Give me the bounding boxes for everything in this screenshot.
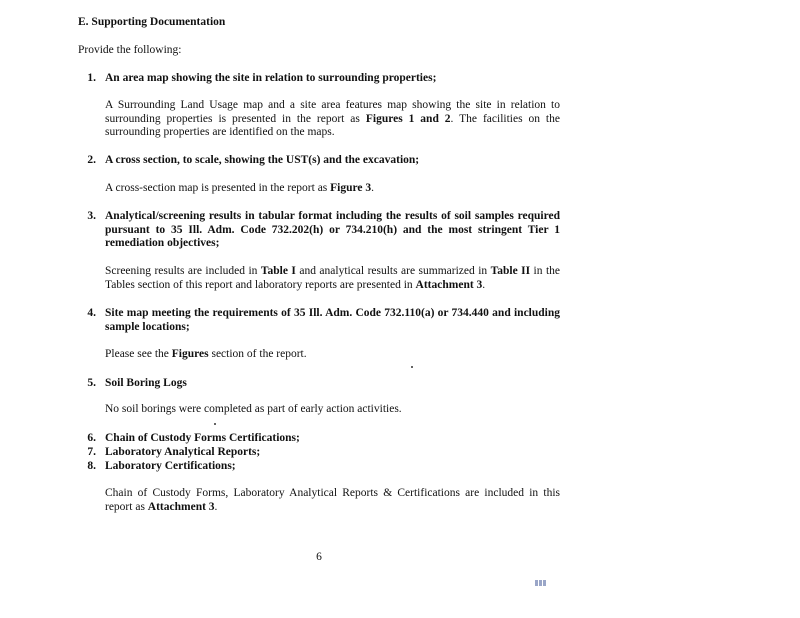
item-3-body-text: Screening results are included in	[105, 265, 261, 277]
page-number: 6	[316, 551, 322, 563]
scan-speck	[411, 366, 413, 368]
item-4-title: Site map meeting the requirements of 35 Ill. Adm. Code 732.110(a) or 734.440 and including sample locations;	[105, 307, 560, 333]
item-3-number: 3.	[87, 210, 96, 222]
item-8-title: Laboratory Certifications;	[105, 460, 236, 472]
item-1-body	[105, 99, 560, 140]
item-2-title: A cross section, to scale, showing the UST(s) and the excavation;	[105, 154, 420, 166]
item-3-table-ii-ref: Table II	[490, 265, 531, 277]
item-8-number: 8.	[87, 460, 96, 472]
intro-text: Provide the following:	[78, 44, 182, 56]
scan-speck	[214, 423, 216, 425]
item-6-number: 6.	[87, 432, 96, 444]
item-1-body-text: A Surrounding Land Usage map and a site area features map showing the site in relation to surrounding properties is presented in the report as	[105, 99, 560, 125]
item-3-attachment-ref: Attachment 3	[415, 278, 483, 291]
item-5-title: Soil Boring Logs	[105, 377, 187, 389]
item-8-body-text: Chain of Custody Forms, Laboratory Analytical Reports & Certifications are included in this report as	[105, 487, 560, 513]
item-1-body-text-end: . The facilities on the surrounding properties are identified on the maps.	[105, 112, 560, 138]
item-4-figures-ref: Figures	[171, 348, 209, 360]
item-4-number: 4.	[87, 307, 96, 319]
item-2-number: 2.	[87, 154, 96, 166]
item-5-number: 5.	[87, 377, 96, 389]
item-1-figures-ref: Figures 1 and 2	[365, 112, 451, 125]
item-5-body: No soil borings were completed as part of early action activities.	[105, 403, 402, 415]
item-4-body-text: Please see the	[105, 348, 172, 360]
item-2-body-text: A cross-section map is presented in the report as	[105, 182, 331, 194]
item-3-body-text-mid2: in the Tables section of this report and laboratory reports are presented in	[105, 265, 560, 291]
item-3-body	[105, 265, 560, 292]
item-2-body	[105, 182, 560, 196]
item-4-body	[105, 348, 560, 362]
item-2-figure-ref: Figure 3	[330, 182, 372, 194]
item-8-body-text-end: .	[214, 500, 218, 513]
item-8-attachment-ref: Attachment 3	[147, 500, 215, 513]
item-1-number: 1.	[87, 72, 96, 84]
scan-stamp-mark	[533, 579, 547, 587]
item-3-body-text-mid: and analytical results are summarized in	[295, 265, 491, 277]
section-heading: E. Supporting Documentation	[78, 16, 226, 28]
item-1-title: An area map showing the site in relation to surrounding properties;	[105, 72, 437, 84]
item-7-title: Laboratory Analytical Reports;	[105, 446, 261, 458]
item-3-table-i-ref: Table I	[260, 265, 296, 277]
item-7-number: 7.	[87, 446, 96, 458]
item-6-title: Chain of Custody Forms Certifications;	[105, 432, 300, 444]
item-8-body	[105, 487, 560, 514]
item-3-body-text-end: .	[482, 278, 486, 291]
item-2-body-text-end: .	[371, 182, 375, 194]
item-4-body-text-end: section of the report.	[208, 348, 307, 360]
item-3-title: Analytical/screening results in tabular format including the results of soil samples required pursuant to 35 Ill. Adm. Code 732.202(h) or 734.210(h) and the most stringent Tier 1 remediation objectives;	[105, 210, 560, 249]
